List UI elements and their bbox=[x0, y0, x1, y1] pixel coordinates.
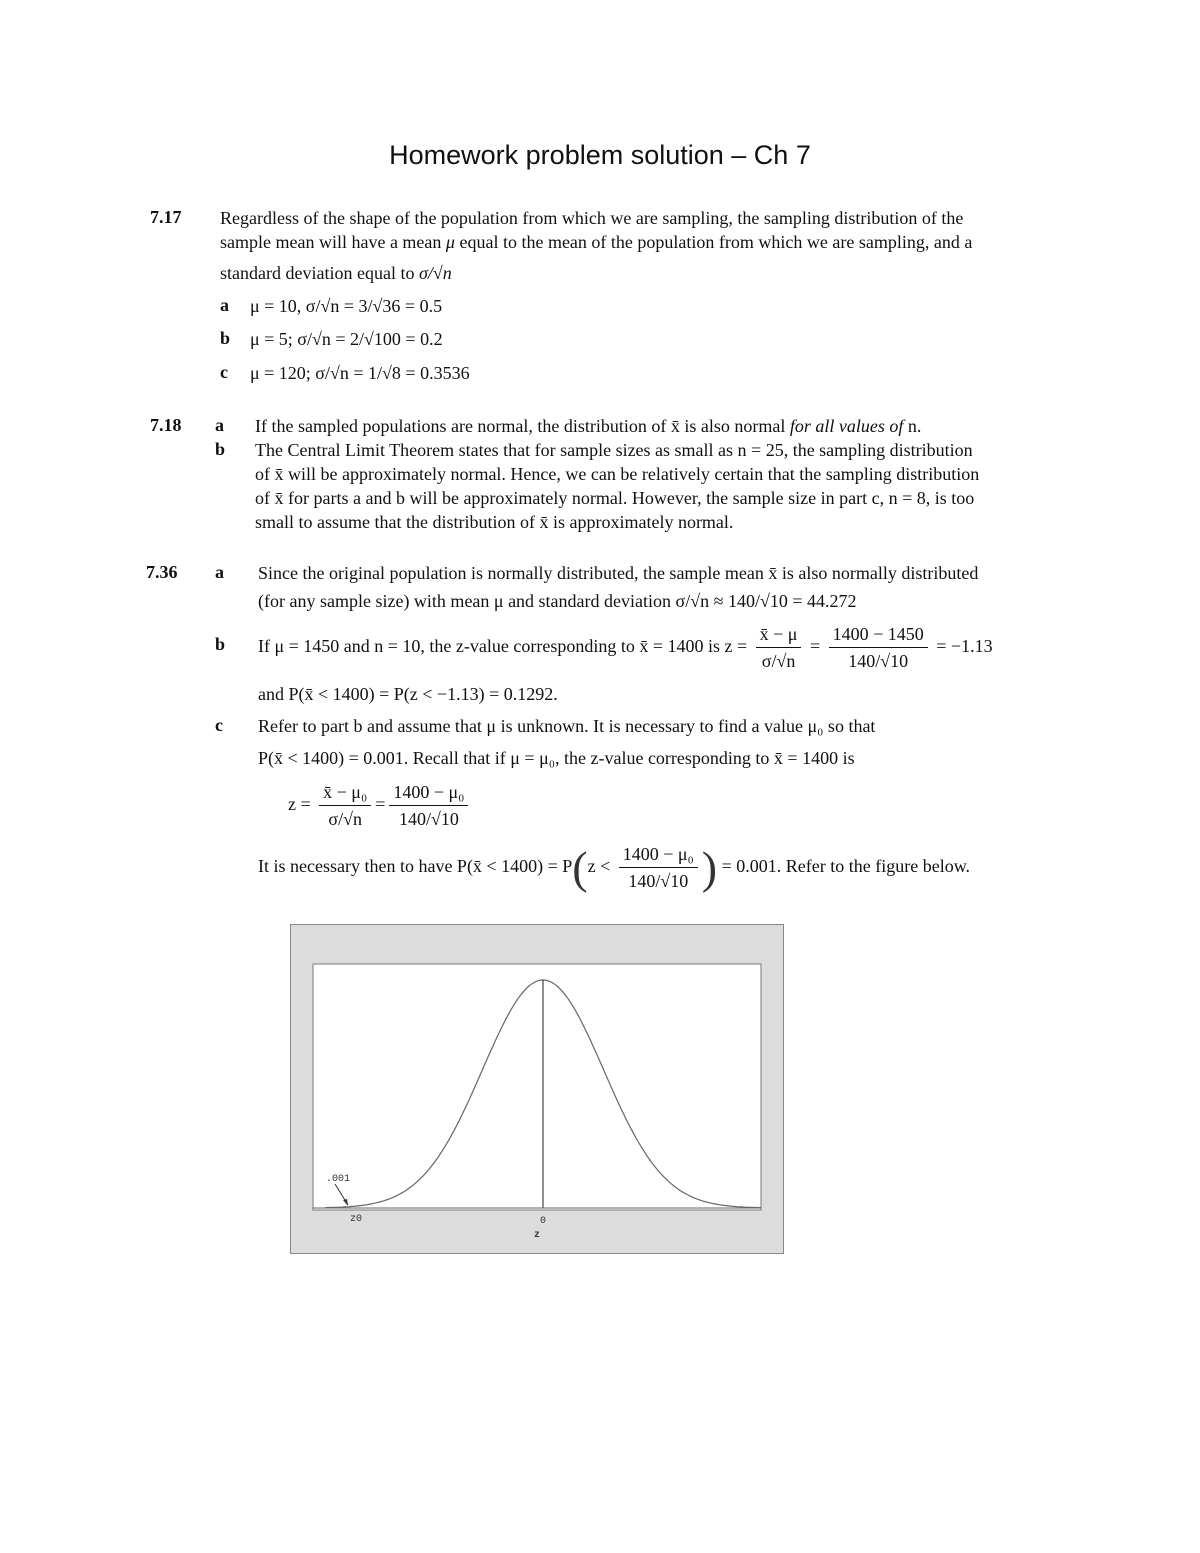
part-label: c bbox=[220, 362, 228, 382]
formula: μ = 120; σ/√n = 1/√8 = 0.3536 bbox=[250, 363, 470, 383]
formula: μ = 10, σ/√n = 3/√36 = 0.5 bbox=[250, 296, 443, 316]
text-span: z = bbox=[288, 794, 316, 814]
text-line bbox=[220, 230, 972, 254]
numerator: x̄ − μ bbox=[756, 621, 802, 648]
formula-line bbox=[258, 838, 970, 896]
text-span: = 0.001. Refer to the figure below. bbox=[717, 856, 971, 876]
italic-text: for all values of bbox=[789, 416, 904, 436]
denominator: 140/√10 bbox=[848, 651, 909, 672]
text-line: of x̄ for parts a and b will be approximately normal. However, the sample size in part c, n = 8, is too bbox=[255, 488, 975, 508]
formula-line bbox=[288, 776, 472, 832]
part-label: b bbox=[215, 439, 226, 459]
text-span: equal to the mean of the population from which we are sampling, and a bbox=[454, 232, 973, 252]
text-span: If μ = 1450 and n = 10, the z-value corresponding to x̄ = 1400 is z = bbox=[258, 636, 752, 656]
right-paren: ) bbox=[701, 841, 718, 893]
denominator: σ/√n bbox=[328, 809, 362, 830]
text-line: P(x̄ < 1400) = 0.001. Recall that if μ = μ₀, the z-value corresponding to x̄ = 1400 is bbox=[258, 748, 855, 768]
equals: = bbox=[375, 794, 386, 814]
text-span: standard deviation equal to bbox=[220, 263, 419, 283]
mu-symbol: μ bbox=[445, 232, 455, 252]
text-line: and P(x̄ < 1400) = P(z < −1.13) = 0.1292. bbox=[258, 684, 558, 704]
normal-curve-figure bbox=[290, 924, 784, 1254]
text-line: Since the original population is normally distributed, the sample mean x̄ is also normally distributed bbox=[258, 563, 979, 583]
fraction bbox=[756, 621, 802, 674]
axis-label: z bbox=[534, 1230, 541, 1241]
problem-number: 7.17 bbox=[150, 207, 182, 227]
fraction bbox=[389, 779, 468, 832]
part-label: a bbox=[220, 295, 229, 315]
part-label: b bbox=[220, 328, 231, 348]
formula-line bbox=[258, 618, 993, 674]
area-label: .001 bbox=[326, 1174, 351, 1185]
fraction bbox=[319, 779, 371, 832]
page-title: Homework problem solution – Ch 7 bbox=[389, 140, 811, 170]
problem-number: 7.18 bbox=[150, 415, 182, 435]
text-line: (for any sample size) with mean μ and standard deviation σ/√n ≈ 140/√10 = 44.272 bbox=[258, 591, 857, 611]
text-line: Refer to part b and assume that μ is unknown. It is necessary to find a value μ₀ so that bbox=[258, 716, 876, 736]
text-span: n. bbox=[903, 416, 922, 436]
numerator: 1400 − 1450 bbox=[829, 621, 928, 648]
text-line: small to assume that the distribution of x̄ is approximately normal. bbox=[255, 512, 734, 532]
part-label: a bbox=[215, 562, 224, 582]
fraction bbox=[829, 621, 928, 674]
equals: = bbox=[805, 636, 825, 656]
denominator: 140/√10 bbox=[398, 809, 459, 830]
normal-curve-svg bbox=[291, 925, 783, 1253]
text-line: Regardless of the shape of the population from which we are sampling, the sampling distribution of the bbox=[220, 208, 964, 228]
zero-label: 0 bbox=[540, 1216, 547, 1227]
numerator: 1400 − μ₀ bbox=[619, 841, 698, 868]
text-span: sample mean will have a mean bbox=[220, 232, 446, 252]
problem-number: 7.36 bbox=[146, 562, 178, 582]
plot-area bbox=[313, 964, 761, 1210]
z0-label: z0 bbox=[350, 1214, 363, 1225]
part-label: a bbox=[215, 415, 224, 435]
text-span: It is necessary then to have P(x̄ < 1400) = P bbox=[258, 856, 573, 876]
formula: σ/√n bbox=[418, 263, 452, 283]
denominator: 140/√10 bbox=[628, 871, 689, 892]
part-label: c bbox=[215, 715, 223, 735]
result: = −1.13 bbox=[931, 636, 993, 656]
numerator: x̄ − μ₀ bbox=[319, 779, 371, 806]
left-paren: ( bbox=[572, 841, 588, 893]
fraction bbox=[619, 841, 698, 894]
formula: μ = 5; σ/√n = 2/√100 = 0.2 bbox=[250, 329, 443, 349]
text-span: z < bbox=[587, 856, 615, 876]
text-line: of x̄ will be approximately normal. Hence, we can be relatively certain that the sampling distribution bbox=[255, 464, 980, 484]
text-line bbox=[220, 261, 452, 285]
numerator: 1400 − μ₀ bbox=[389, 779, 468, 806]
part-label: b bbox=[215, 634, 226, 654]
text-span: If the sampled populations are normal, the distribution of x̄ is also normal bbox=[255, 416, 790, 436]
denominator: σ/√n bbox=[761, 651, 796, 672]
text-line bbox=[255, 414, 921, 438]
text-line: The Central Limit Theorem states that for sample sizes as small as n = 25, the sampling distribution bbox=[255, 440, 973, 460]
